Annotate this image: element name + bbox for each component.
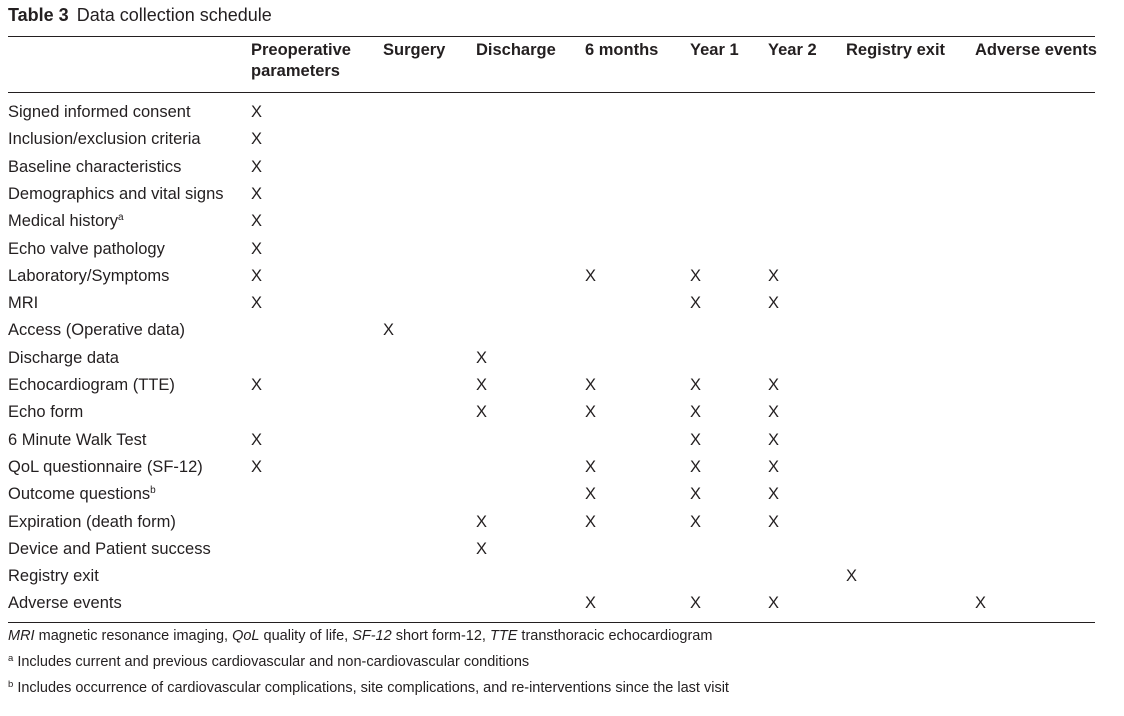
schedule-mark: X <box>251 130 263 148</box>
row-label <box>8 375 175 395</box>
schedule-mark: X <box>251 212 263 230</box>
schedule-mark: X <box>690 594 702 612</box>
schedule-mark: X <box>975 594 987 612</box>
schedule-mark: X <box>846 567 858 585</box>
row-label-text: Demographics and vital signs <box>8 185 224 203</box>
schedule-mark: X <box>768 513 780 531</box>
abbreviation-definition: short form-12, <box>391 628 490 644</box>
row-label <box>8 402 83 422</box>
column-header-line: Adverse events <box>975 41 1097 59</box>
schedule-mark: X <box>768 403 780 421</box>
schedule-mark: X <box>251 376 263 394</box>
row-label-text: Laboratory/Symptoms <box>8 267 170 285</box>
schedule-mark: X <box>690 431 702 449</box>
abbreviation: SF-12 <box>352 628 392 644</box>
column-header <box>383 40 445 61</box>
schedule-mark: X <box>690 267 702 285</box>
column-header <box>585 40 658 61</box>
schedule-mark: X <box>251 103 263 121</box>
row-label-text: QoL questionnaire (SF-12) <box>8 458 203 476</box>
row-label-text: Echo form <box>8 403 84 421</box>
schedule-mark: X <box>251 240 263 258</box>
schedule-mark: X <box>476 403 488 421</box>
row-label-text: Signed informed consent <box>8 103 191 121</box>
row-label-text: 6 Minute Walk Test <box>8 431 147 449</box>
row-label <box>8 129 201 149</box>
row-label-text: Registry exit <box>8 567 99 585</box>
schedule-mark: X <box>476 376 488 394</box>
row-label <box>8 430 146 450</box>
abbreviation: MRI <box>8 628 35 644</box>
row-label-text: Access (Operative data) <box>8 321 185 339</box>
schedule-mark: X <box>690 513 702 531</box>
schedule-mark: X <box>585 485 597 503</box>
abbreviation-footnote <box>8 627 712 645</box>
schedule-mark: X <box>585 594 597 612</box>
row-label <box>8 293 38 313</box>
column-header <box>690 40 739 61</box>
schedule-mark: X <box>585 458 597 476</box>
row-label-text: Device and Patient success <box>8 540 211 558</box>
schedule-mark: X <box>690 458 702 476</box>
footnote-text: Includes occurrence of cardiovascular complications, site complications, and re-interventions since the last visit <box>13 680 729 696</box>
schedule-mark: X <box>251 294 263 312</box>
row-label <box>8 539 211 559</box>
note-footnote <box>8 679 729 697</box>
bottom-rule <box>8 622 1095 623</box>
footnote-marker: a <box>118 212 124 223</box>
header-rule <box>8 92 1095 93</box>
row-label-text: Discharge data <box>8 349 119 367</box>
footnote-text: Includes current and previous cardiovascular and non-cardiovascular conditions <box>13 654 530 670</box>
row-label <box>8 157 181 177</box>
row-label-text: Medical history <box>8 212 119 230</box>
schedule-mark: X <box>585 513 597 531</box>
schedule-mark: X <box>476 540 488 558</box>
row-label <box>8 457 203 477</box>
column-header <box>846 40 945 61</box>
schedule-mark: X <box>768 594 780 612</box>
row-label <box>8 184 224 204</box>
column-header <box>476 40 556 61</box>
table-title <box>8 4 272 26</box>
column-header-line: Year 2 <box>768 41 817 59</box>
schedule-mark: X <box>690 485 702 503</box>
schedule-mark: X <box>768 294 780 312</box>
top-rule <box>8 36 1095 37</box>
schedule-mark: X <box>690 294 702 312</box>
row-label-text: Baseline characteristics <box>8 158 182 176</box>
schedule-mark: X <box>690 376 702 394</box>
table-label: Table 3 <box>8 5 69 25</box>
row-label <box>8 512 176 532</box>
schedule-mark: X <box>383 321 395 339</box>
abbreviation: QoL <box>232 628 260 644</box>
row-label <box>8 239 165 259</box>
schedule-mark: X <box>585 376 597 394</box>
row-label <box>8 566 99 586</box>
schedule-mark: X <box>251 267 263 285</box>
row-label <box>8 593 122 613</box>
row-label <box>8 320 185 340</box>
row-label-text: Expiration (death form) <box>8 513 176 531</box>
row-label <box>8 348 119 368</box>
schedule-mark: X <box>251 158 263 176</box>
column-header <box>768 40 817 61</box>
schedule-mark: X <box>251 185 263 203</box>
footnote-marker: b <box>150 485 156 496</box>
row-label-text: Echocardiogram (TTE) <box>8 376 175 394</box>
row-label-text: Echo valve pathology <box>8 240 165 258</box>
row-label <box>8 102 191 122</box>
schedule-mark: X <box>768 485 780 503</box>
schedule-mark: X <box>476 513 488 531</box>
column-header-line: Year 1 <box>690 41 739 59</box>
footnote-marker: b <box>8 679 14 690</box>
table-caption: Data collection schedule <box>76 5 272 25</box>
schedule-mark: X <box>768 267 780 285</box>
note-footnote <box>8 653 529 671</box>
row-label-text: Adverse events <box>8 594 122 612</box>
column-header-line: Discharge <box>476 41 556 59</box>
row-label-text: Outcome questions <box>8 485 151 503</box>
schedule-mark: X <box>476 349 488 367</box>
abbreviation-definition: transthoracic echocardiogram <box>517 628 713 644</box>
schedule-mark: X <box>768 458 780 476</box>
schedule-mark: X <box>768 431 780 449</box>
schedule-mark: X <box>585 267 597 285</box>
column-header-line: Registry exit <box>846 41 946 59</box>
column-header-line: Surgery <box>383 41 446 59</box>
schedule-mark: X <box>768 376 780 394</box>
row-label-text: Inclusion/exclusion criteria <box>8 130 201 148</box>
row-label <box>8 484 156 504</box>
schedule-mark: X <box>251 431 263 449</box>
column-header <box>975 40 1097 61</box>
schedule-mark: X <box>585 403 597 421</box>
schedule-mark: X <box>251 458 263 476</box>
column-header-line: 6 months <box>585 41 659 59</box>
row-label-text: MRI <box>8 294 39 312</box>
abbreviation-definition: quality of life, <box>259 628 353 644</box>
column-header-line: parameters <box>251 62 340 80</box>
row-label <box>8 266 169 286</box>
column-header-line: Preoperative <box>251 41 351 59</box>
row-label <box>8 211 124 231</box>
schedule-mark: X <box>690 403 702 421</box>
column-header <box>251 40 351 82</box>
abbreviation-definition: magnetic resonance imaging, <box>34 628 233 644</box>
abbreviation: TTE <box>490 628 518 644</box>
footnote-marker: a <box>8 653 14 664</box>
